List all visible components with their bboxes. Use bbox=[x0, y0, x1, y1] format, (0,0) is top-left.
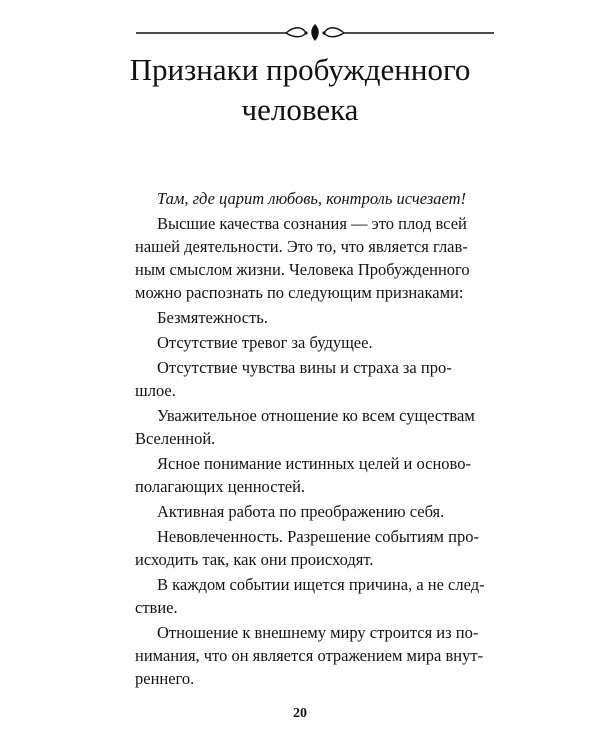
list-item: Ясное понимание истинных целей и осново- полагающих ценностей. bbox=[135, 454, 471, 496]
epigraph: Там, где царит любовь, контроль исчезает! bbox=[157, 189, 467, 208]
list-item: Отсутствие чувства вины и страха за про- шлое. bbox=[135, 358, 452, 400]
page-title: Признаки пробужденного человека bbox=[129, 52, 471, 127]
page-number: 20 bbox=[293, 706, 307, 721]
paragraph-intro: Высшие качества сознания — это плод всей нашей деятельности. Это то, что является глав- ным смыслом жизни. Человека Пробужденного можно распознать по следующим признаками: bbox=[135, 214, 470, 302]
list-item: Безмятежность. bbox=[157, 308, 268, 327]
list-item: Отношение к внешнему миру строится из по- нимания, что он является отражением мира внут- реннего. bbox=[135, 623, 484, 688]
list-item: Невовлеченность. Разрешение событиям про- исходить так, как они происходят. bbox=[135, 527, 479, 569]
list-item: Отсутствие тревог за будущее. bbox=[157, 333, 373, 352]
list-item: Активная работа по преображению себя. bbox=[157, 502, 445, 521]
list-item: Уважительное отношение ко всем существам Вселенной. bbox=[135, 406, 475, 448]
main-text bbox=[135, 187, 507, 690]
floral-ornament-icon bbox=[136, 22, 494, 44]
list-item: В каждом событии ищется причина, а не след- ствие. bbox=[135, 575, 485, 617]
